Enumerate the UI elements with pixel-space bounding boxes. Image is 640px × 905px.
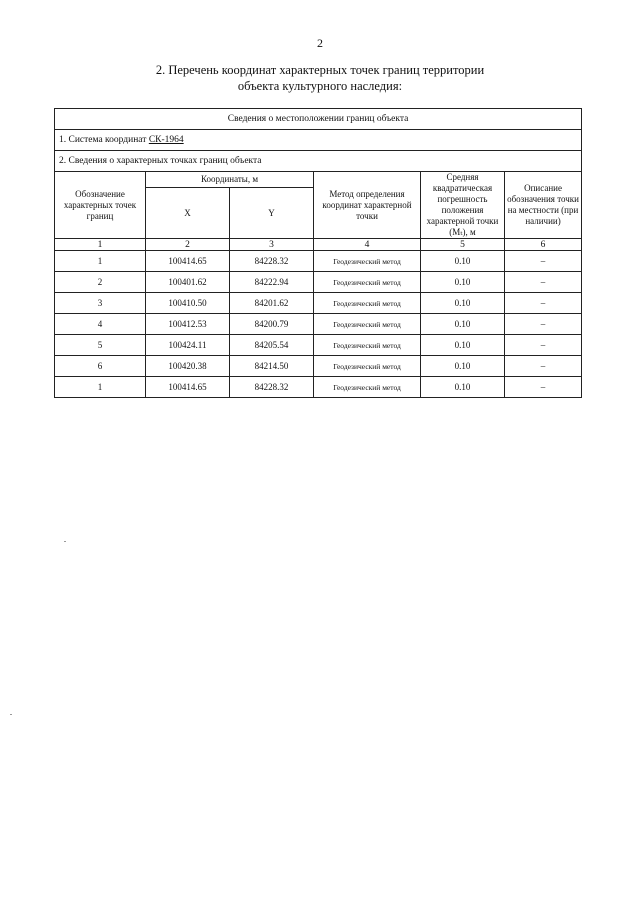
y-cell: 84228.32	[230, 377, 314, 398]
scan-speck	[64, 541, 66, 542]
point-cell: 3	[55, 293, 146, 314]
table-caption: Сведения о местоположении границ объекта	[55, 109, 582, 130]
point-cell: 1	[55, 251, 146, 272]
table-row	[55, 335, 582, 356]
method-cell: Геодезический метод	[314, 272, 421, 293]
column-number: 3	[230, 239, 314, 251]
column-number: 6	[505, 239, 582, 251]
point-cell: 4	[55, 314, 146, 335]
point-cell: 1	[55, 377, 146, 398]
title-line-1: 2. Перечень координат характерных точек границ территории	[155, 63, 485, 77]
method-cell: Геодезический метод	[314, 314, 421, 335]
point-cell: 2	[55, 272, 146, 293]
description-cell: –	[505, 314, 582, 335]
header-x: X	[146, 187, 230, 238]
table-row	[55, 272, 582, 293]
x-cell: 100414.65	[146, 377, 230, 398]
table-row	[55, 377, 582, 398]
table-row	[55, 251, 582, 272]
page-number: 2	[317, 36, 323, 50]
header-method: Метод определения координат характерной точки	[314, 172, 421, 239]
column-number: 5	[421, 239, 505, 251]
column-number-row	[55, 239, 582, 251]
coordinate-system-label: 1. Система координат	[59, 135, 149, 145]
error-cell: 0.10	[421, 251, 505, 272]
x-cell: 100410.50	[146, 293, 230, 314]
y-cell: 84200.79	[230, 314, 314, 335]
table-row	[55, 293, 582, 314]
error-cell: 0.10	[421, 293, 505, 314]
description-cell: –	[505, 356, 582, 377]
description-cell: –	[505, 293, 582, 314]
description-cell: –	[505, 272, 582, 293]
y-cell: 84222.94	[230, 272, 314, 293]
method-cell: Геодезический метод	[314, 335, 421, 356]
header-y: Y	[230, 187, 314, 238]
y-cell: 84214.50	[230, 356, 314, 377]
method-cell: Геодезический метод	[314, 293, 421, 314]
point-cell: 6	[55, 356, 146, 377]
scan-speck	[10, 714, 12, 715]
x-cell: 100414.65	[146, 251, 230, 272]
x-cell: 100412.53	[146, 314, 230, 335]
y-cell: 84205.54	[230, 335, 314, 356]
header-designation: Обозначение характерных точек границ	[55, 172, 146, 239]
table-row	[55, 314, 582, 335]
point-cell: 5	[55, 335, 146, 356]
method-cell: Геодезический метод	[314, 356, 421, 377]
coordinate-system-row	[55, 130, 582, 151]
x-cell: 100420.38	[146, 356, 230, 377]
column-number: 2	[146, 239, 230, 251]
error-cell: 0.10	[421, 377, 505, 398]
y-cell: 84228.32	[230, 251, 314, 272]
table-row	[55, 356, 582, 377]
x-cell: 100401.62	[146, 272, 230, 293]
error-cell: 0.10	[421, 356, 505, 377]
title-line-2: объекта культурного наследия:	[237, 79, 403, 93]
method-cell: Геодезический метод	[314, 377, 421, 398]
coordinate-system-value: СК-1964	[148, 135, 184, 145]
description-cell: –	[505, 377, 582, 398]
error-cell: 0.10	[421, 314, 505, 335]
error-cell: 0.10	[421, 272, 505, 293]
column-number: 4	[314, 239, 421, 251]
coordinates-table	[54, 108, 582, 398]
header-description: Описание обозначения точки на местности (при наличии)	[505, 172, 582, 239]
error-cell: 0.10	[421, 335, 505, 356]
header-error: Средняя квадратическая погрешность положения характерной точки (Mₜ), м	[421, 172, 505, 239]
points-section-title: 2. Сведения о характерных точках границ объекта	[55, 151, 582, 172]
document-title	[120, 62, 520, 94]
method-cell: Геодезический метод	[314, 251, 421, 272]
header-coordinates: Координаты, м	[146, 172, 314, 188]
description-cell: –	[505, 335, 582, 356]
column-number: 1	[55, 239, 146, 251]
description-cell: –	[505, 251, 582, 272]
y-cell: 84201.62	[230, 293, 314, 314]
x-cell: 100424.11	[146, 335, 230, 356]
